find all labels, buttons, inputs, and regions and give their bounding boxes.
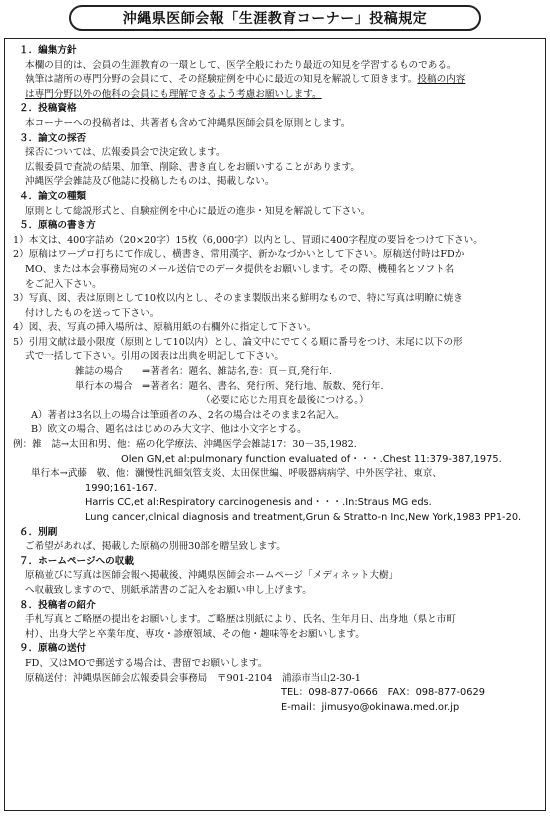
- text-line: ご希望があれば、掲載した原稿の別冊30部を贈呈致します。: [25, 541, 286, 553]
- text-line: 2）原稿はワープロ打ちにて作成し、横書き、常用漢字、新かなづかいとして下さい。原稿送付時はFDか: [13, 249, 465, 261]
- text-span: 執筆は諸所の専門分野の会員にて、その経験症例を中心に最近の知見を解説して頂きます。: [25, 74, 418, 86]
- text-line: （必要に応じた用頁を最後につける。）: [201, 395, 369, 407]
- text-line: 単行本の場合 ⇒著者名：題名、書名、発行所、発行地、版数、発行年.: [75, 380, 384, 392]
- text-line: Olen GN,et al:pulmonary function evaluated of・・・.Chest 11:379-387,1975.: [121, 453, 502, 465]
- text-line: 沖縄医学会雑誌及び他誌に投稿したものは、掲載しない。: [25, 176, 275, 188]
- text-line: 本コーナーへの投稿者は、共著者も含めて沖縄県医師会員を原則とします。: [25, 117, 351, 129]
- section-heading-article-types: ４．論文の種類: [19, 190, 87, 202]
- underlined-text: 投稿の内容: [417, 74, 466, 86]
- page-title: 沖縄県医師会報「生涯教育コーナー」投稿規定: [69, 5, 481, 31]
- text-line: へ収載致しますので、別紙承諾書のご記入をお願い申し上げます。: [25, 584, 312, 596]
- text-line: 単行本→武藤 敬、他：瀰慢性汎細気管支炎、太田保世編、呼吸器病病学、中外医学社、東京、: [31, 468, 442, 480]
- text-line: 1990;161-167.: [85, 482, 158, 494]
- text-line: 原稿並びに写真は医師会報へ掲載後、沖縄県医師会ホームページ「メディネット大樹」: [25, 570, 399, 582]
- text-line: 広報委員で査読の結果、加筆、削除、書き直しをお願いすることがあります。: [25, 161, 361, 173]
- text-line: MO、または本会事務局宛のメール送信でのデータ提供をお願いします。その際、機種名とソフト名: [25, 263, 455, 275]
- text-line: 式で一括して下さい。引用の図表は出典を明記して下さい。: [25, 351, 285, 363]
- text-line: A）著者は3名以上の場合は筆頭者のみ、2名の場合はそのまま2名記入。: [31, 409, 345, 421]
- section-heading-author-profile: ８．投稿者の紹介: [19, 599, 96, 611]
- text-line: 付けしたものを送って下さい。: [25, 307, 160, 319]
- text-line: 村）、出身大学と卒業年度、専攻・診療領域、その他・趣味等をお願いします。: [25, 628, 365, 640]
- section-heading-acceptance: ３．論文の採否: [19, 132, 87, 144]
- guidelines-box: [4, 38, 546, 811]
- contact-email: E-mail：jimusyo@okinawa.med.or.jp: [281, 701, 460, 713]
- text-line: FD、又はMOで郵送する場合は、書留でお願いします。: [25, 657, 268, 669]
- section-heading-homepage: ７．ホームページへの収載: [19, 555, 134, 567]
- text-line: 本欄の目的は、会員の生涯教育の一環として、医学全般にわたり最近の知見を学習するものである。: [25, 59, 457, 71]
- text-line: 例：雑 誌→太田和男、他：癌の化学療法、沖縄医学会雑誌17：30－35,1982.: [13, 439, 357, 451]
- section-heading-offprints: ６．別刷: [19, 526, 58, 538]
- text-line: 手札写真とご略歴の提出をお願いします。ご略歴は別紙により、氏名、生年月日、出身地（県と市町: [25, 614, 456, 626]
- mailing-address: 原稿送付：沖縄県医師会広報委員会事務局 〒901-2104 浦添市当山2-30-1: [25, 672, 361, 684]
- contact-phone-fax: TEL：098-877-0666 FAX：098-877-0629: [281, 687, 485, 699]
- text-line: 4）図、表、写真の挿入場所は、原稿用紙の右欄外に指定して下さい。: [13, 322, 317, 334]
- text-line: をご記入下さい。: [25, 278, 102, 290]
- section-heading-editorial-policy: １．編集方針: [19, 45, 77, 56]
- text-line: 5）引用文献は最小限度（原則として10以内）とし、論文中にでてくる順に番号をつけ、末尾に以下の形: [13, 336, 463, 348]
- underlined-text-line: は専門分野以外の他科の会員にも理解できるよう考慮お願いします。: [25, 88, 322, 100]
- text-line: Harris CC,et al:Respiratory carcinogenesis and・・・.In:Straus MG eds.: [85, 497, 432, 509]
- text-line: 雑誌の場合 ⇒著者名：題名、雑誌名,巻：頁－頁,発行年.: [75, 366, 333, 378]
- section-heading-eligibility: ２．投稿資格: [19, 103, 77, 115]
- text-line: 原則として総説形式と、自験症例を中心に最近の進歩・知見を解説して下さい。: [25, 205, 371, 217]
- text-line: 3）写真、図、表は原則として10枚以内とし、そのまま製版出来る鮮明なもので、特に写真は明瞭に焼き: [13, 293, 463, 305]
- text-line: [11, 73, 539, 88]
- text-line: Lung cancer,clnical diagnosis and treatment,Grun & Stratto-n Inc,New York,1983 PP1-20.: [85, 512, 522, 523]
- text-line: 採否については、広報委員会で決定致します。: [25, 147, 226, 159]
- text-line: 1）本文は、400字詰め（20×20字）15枚（6,000字）以内とし、冒頭に400字程度の要旨をつけて下さい。: [13, 234, 483, 246]
- text-line: B）欧文の場合、題名ははじめのみ大文字、他は小文字とする。: [31, 424, 307, 436]
- section-heading-submission: ９．原稿の送付: [19, 643, 87, 655]
- section-heading-manuscript-format: ５．原稿の書き方: [19, 220, 96, 232]
